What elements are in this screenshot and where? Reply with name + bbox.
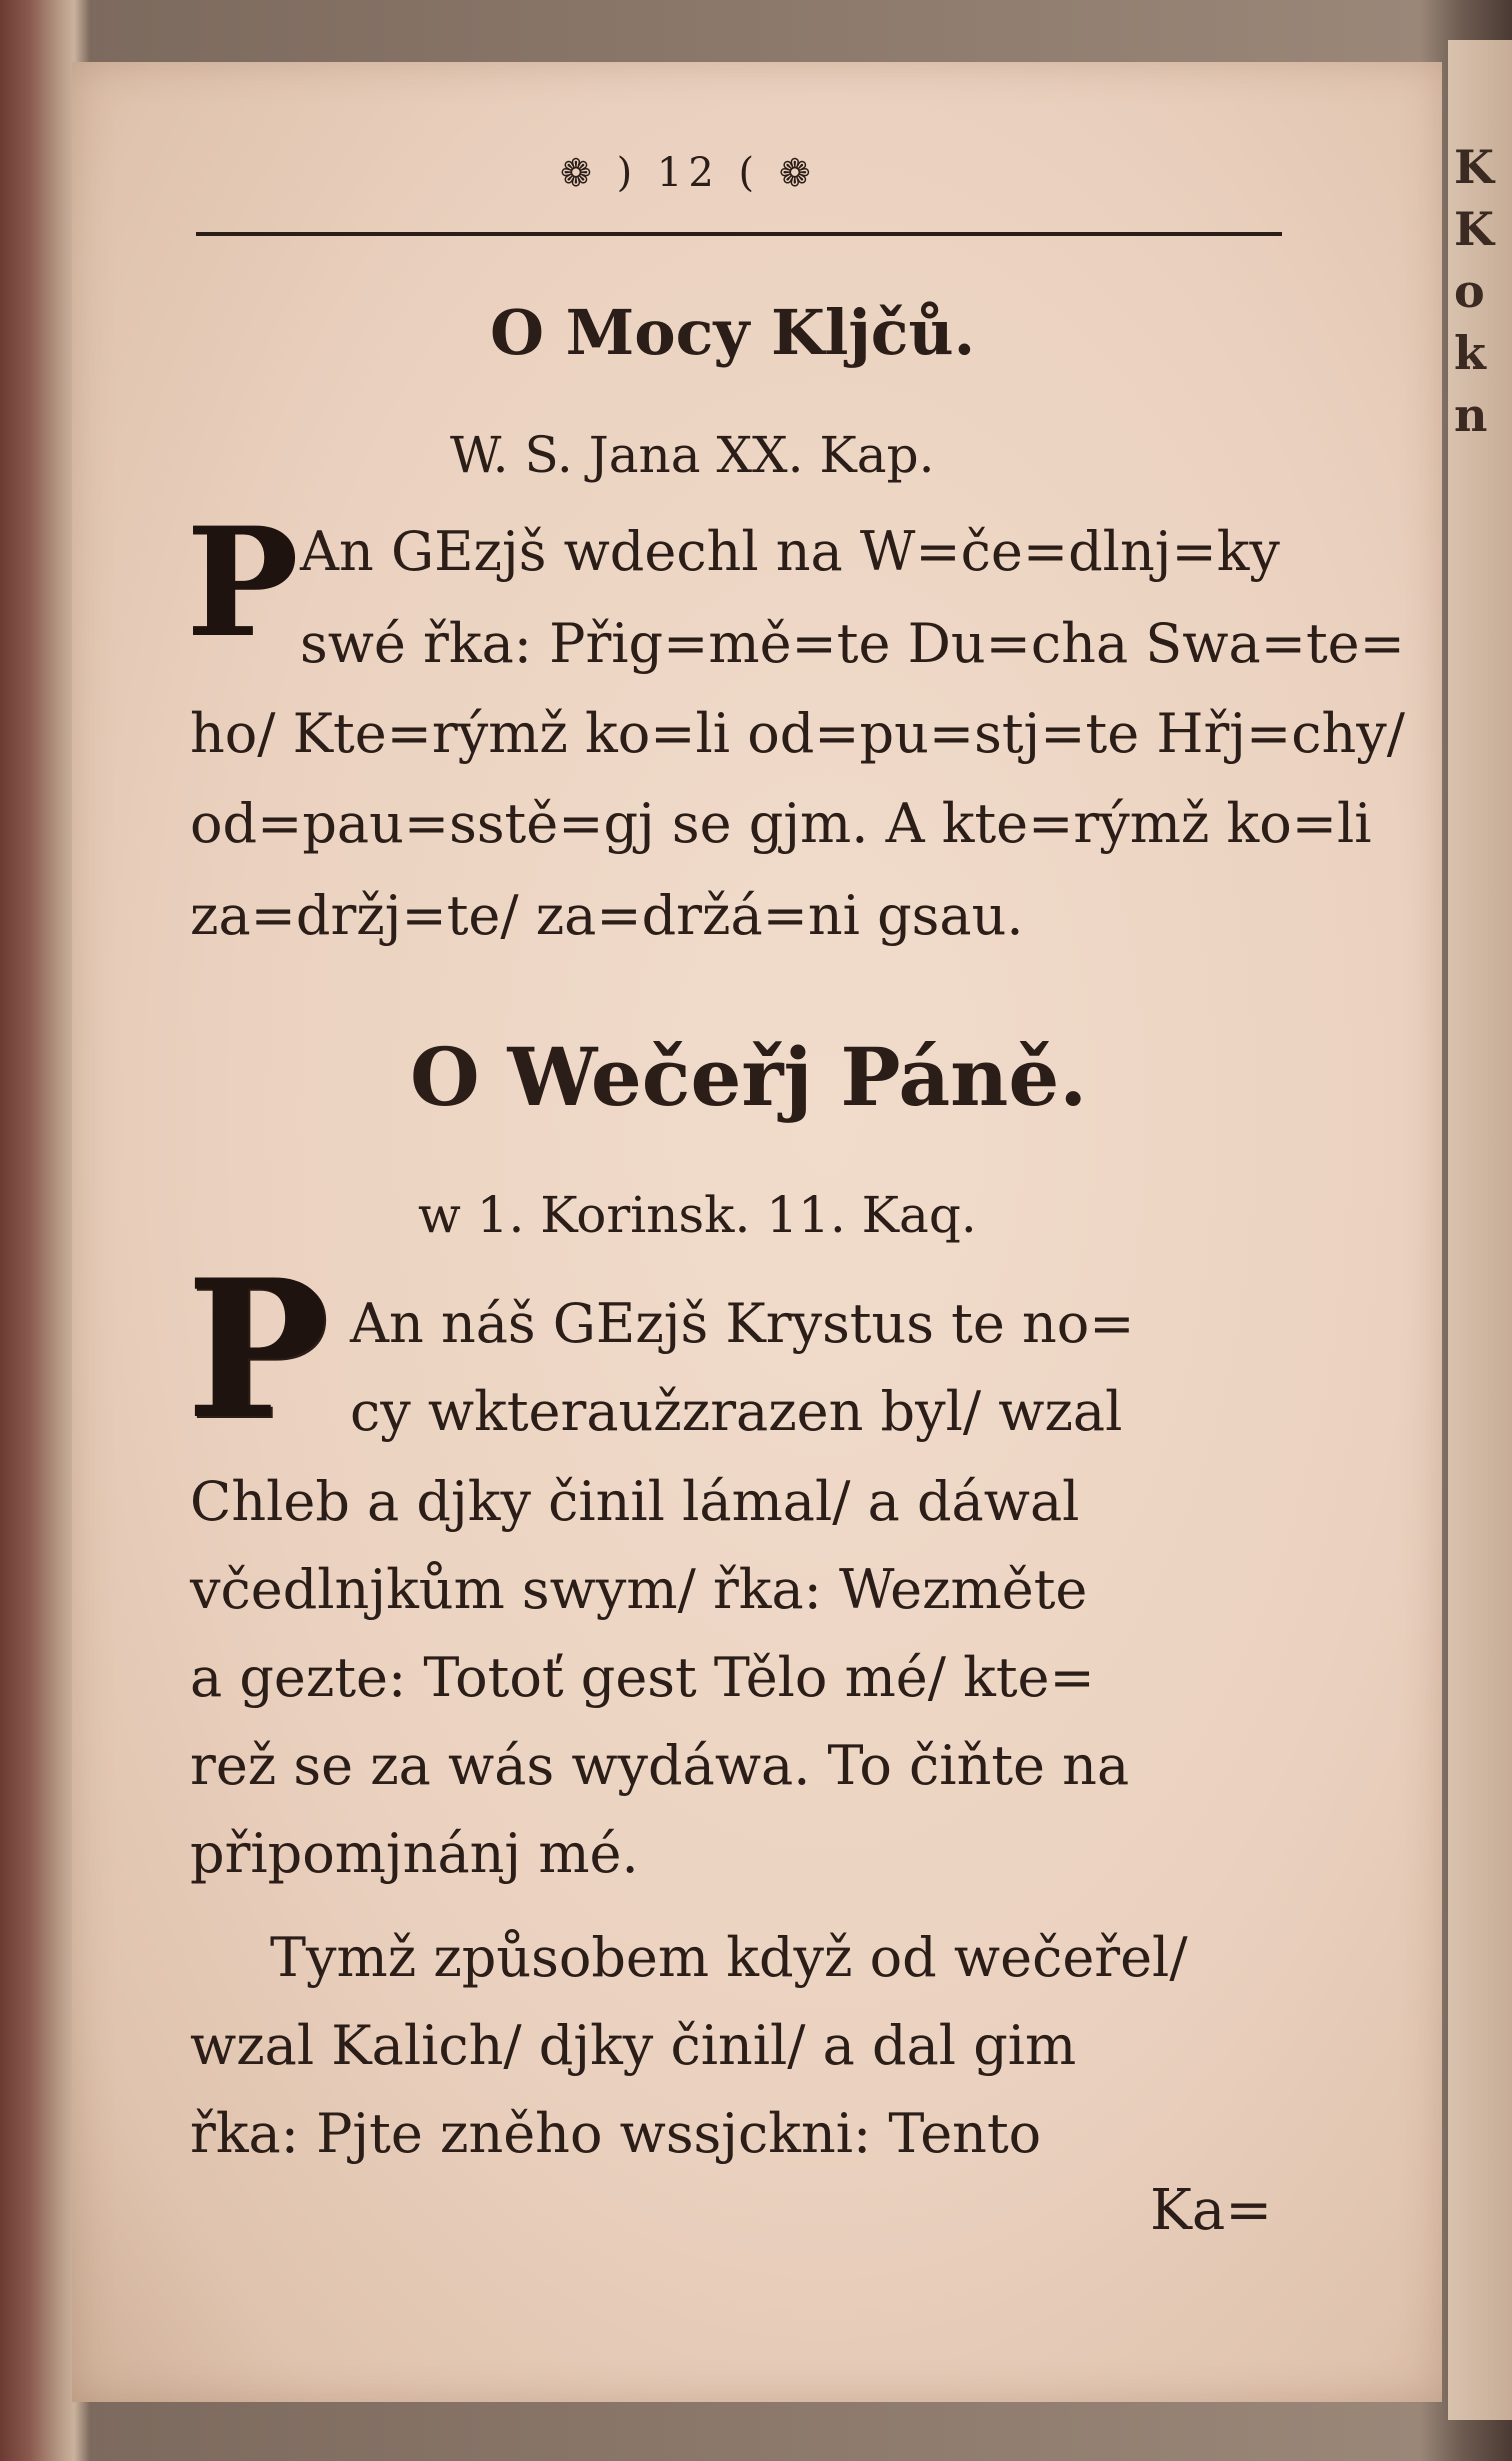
- margin-letter: K: [1454, 140, 1494, 194]
- section-title: O Mocy Kljčů.: [490, 296, 976, 369]
- ornament-right-icon: ❁: [778, 151, 817, 195]
- text-line: Chleb a djky činil lámal/ a dáwal: [190, 1470, 1080, 1533]
- text-line: An náš GEzjš Krystus te no=: [350, 1292, 1135, 1355]
- section-subtitle: W. S. Jana XX. Kap.: [450, 426, 935, 484]
- text-line: rež se za wás wydáwa. To čiňte na: [190, 1734, 1130, 1797]
- margin-letter: n: [1454, 388, 1488, 442]
- text-line: připomjnánj mé.: [190, 1822, 639, 1885]
- text-line: a gezte: Totoť gest Tělo mé/ kte=: [190, 1646, 1095, 1709]
- margin-letter: K: [1454, 202, 1494, 256]
- bracket-right: (: [738, 150, 761, 196]
- text-line: wzal Kalich/ djky činil/ a dal gim: [190, 2014, 1077, 2077]
- margin-letter: k: [1454, 326, 1486, 380]
- catchword: Ka=: [1150, 2178, 1273, 2243]
- text-line: ho/ Kte=rýmž ko=li od=pu=stj=te Hřj=chy/: [190, 702, 1405, 765]
- text-line: cy wkteraužzrazen byl/ wzal: [350, 1380, 1123, 1443]
- section-subtitle: w 1. Korinsk. 11. Kaq.: [418, 1186, 977, 1244]
- bracket-left: ): [616, 150, 639, 196]
- text-line: včedlnjkům swym/ řka: Wezměte: [190, 1558, 1088, 1621]
- margin-letter: o: [1454, 264, 1485, 318]
- adjacent-page-edge: [1448, 40, 1512, 2420]
- text-line: za=držj=te/ za=držá=ni gsau.: [190, 884, 1024, 947]
- text-line: swé řka: Přig=mě=te Du=cha Swa=te=: [300, 612, 1405, 675]
- page-header: [560, 150, 960, 196]
- section-title: O Wečeřj Páně.: [410, 1030, 1088, 1124]
- text-line: od=pau=sstě=gj se gjm. A kte=rýmž ko=li: [190, 792, 1372, 855]
- text-line: An GEzjš wdechl na W=če=dlnj=ky: [300, 520, 1280, 583]
- page-number: 12: [656, 150, 720, 196]
- drop-cap: P: [186, 1238, 329, 1461]
- ornament-left-icon: ❁: [560, 151, 598, 195]
- text-line: Tymž způsobem když od wečeřel/: [270, 1926, 1188, 1989]
- header-rule: [196, 232, 1282, 236]
- drop-cap: P: [186, 495, 299, 671]
- text-line: řka: Pjte zněho wssjckni: Tento: [190, 2102, 1042, 2165]
